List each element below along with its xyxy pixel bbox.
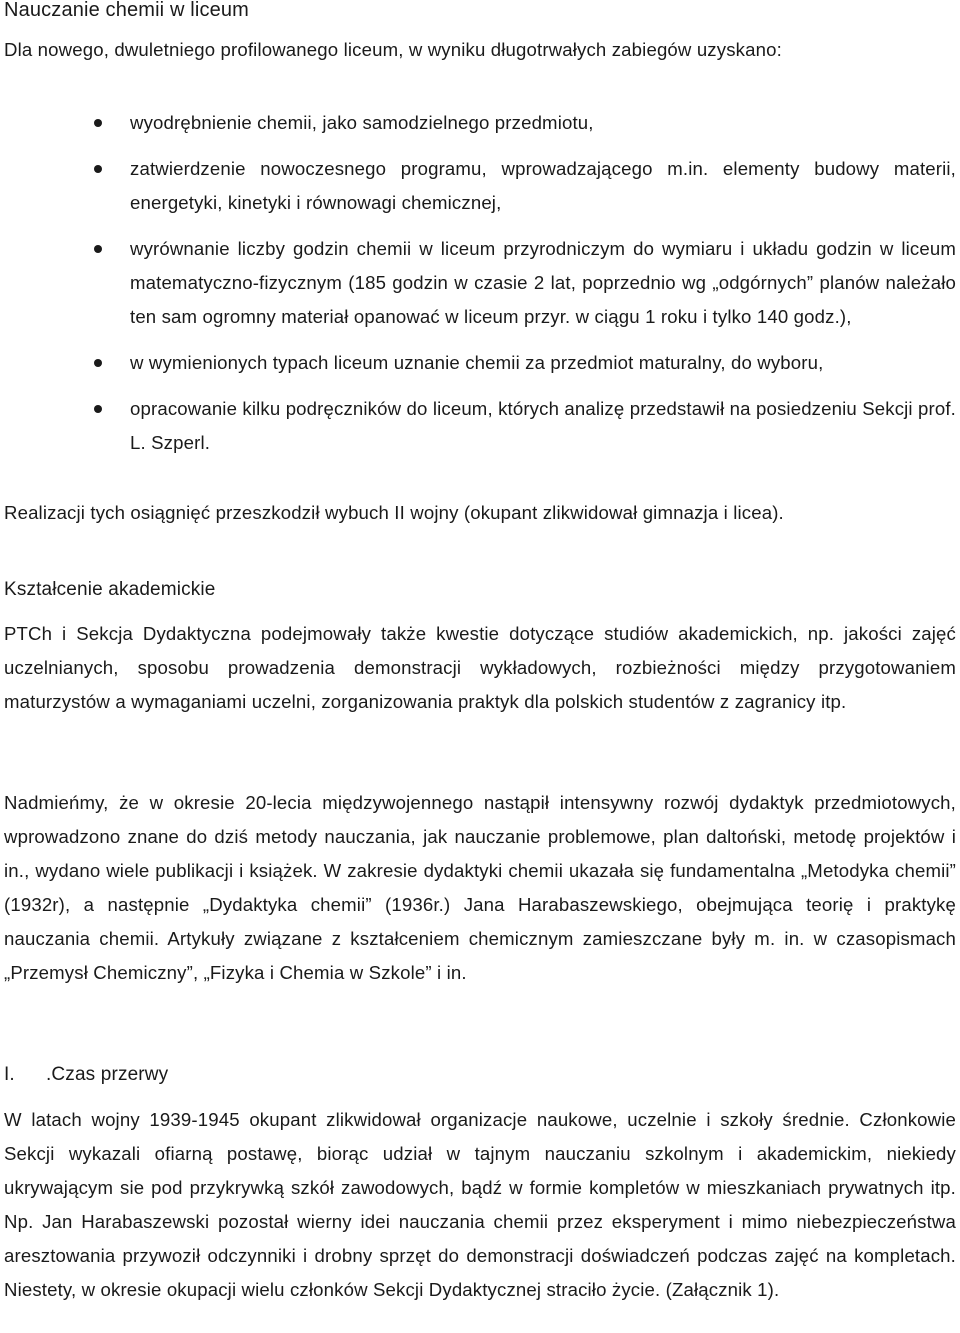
achievements-list bbox=[4, 106, 956, 460]
list-item-text: opracowanie kilku podręczników do liceum, których analizę przedstawił na posiedzeniu Sekcji prof. L. Szperl. bbox=[130, 398, 956, 453]
list-item-text: zatwierdzenie nowoczesnego programu, wprowadzającego m.in. elementy budowy materii, energetyki, kinetyki i równowagi chemicznej, bbox=[130, 158, 956, 213]
section-number: I. bbox=[4, 1064, 15, 1085]
bullet-icon bbox=[94, 245, 102, 253]
break-paragraph: W latach wojny 1939-1945 okupant zlikwidował organizacje naukowe, uczelnie i szkoły średnie. Członkowie Sekcji wykazali ofiarną postawę, biorąc udział w tajnym nauczaniu szkolnym i akademickim, niekiedy ukrywającym sie pod przykrywką szkół zawodowych, bądź w formie kompletów w mieszkaniach prywatnych itp. Np. Jan Harabaszewski pozostał wierny idei nauczania chemii przez eksperyment i mimo niebezpieczeństwa aresztowania przywoził odczynniki i drobny sprzęt do demonstracji doświadczeń podczas zajęć na kompletach. Niestety, w okresie okupacji wielu członków Sekcji Dydaktycznej straciło życie. (Załącznik 1). bbox=[4, 1109, 956, 1300]
list-item-text: w wymienionych typach liceum uznanie chemii za przedmiot maturalny, do wyboru, bbox=[130, 352, 824, 373]
list-item bbox=[4, 392, 956, 460]
war-paragraph: Realizacji tych osiągnięć przeszkodził wybuch II wojny (okupant zlikwidował gimnazja i licea). bbox=[4, 502, 784, 523]
bullet-icon bbox=[94, 359, 102, 367]
interwar-paragraph: Nadmieńmy, że w okresie 20-lecia międzywojennego nastąpił intensywny rozwój dydaktyk przedmiotowych, wprowadzono znane do dziś metody nauczania, jak nauczanie problemowe, plan daltoński, metodę projektów i in., wydano wiele publikacji i książek. W zakresie dydaktyki chemii ukazała się fundamentalna „Metodyka chemii” (1932r), a następnie „Dydaktyka chemii” (1936r.) Jana Harabaszewskiego, obejmująca teorię i praktykę nauczania chemii. Artykuły związane z kształceniem chemicznym zamieszczane były m. in. w czasopismach „Przemysł Chemiczny”, „Fizyka i Chemia w Szkole” i in. bbox=[4, 792, 956, 983]
page-title: Nauczanie chemii w liceum bbox=[4, 0, 249, 21]
list-item bbox=[4, 346, 956, 380]
list-item bbox=[4, 152, 956, 220]
section-heading-break bbox=[4, 1062, 168, 1088]
bullet-icon bbox=[94, 165, 102, 173]
list-item-text: wyrównanie liczby godzin chemii w liceum przyrodniczym do wymiaru i układu godzin w liceum matematyczno-fizycznym (185 godzin w czasie 2 lat, poprzednio wg „odgórnych” planów należało ten sam ogromny materiał opanować w liceum przyr. w ciągu 1 roku i tylko 140 godz.), bbox=[130, 238, 956, 327]
list-item-text: wyodrębnienie chemii, jako samodzielnego przedmiotu, bbox=[130, 112, 594, 133]
academic-paragraph: PTCh i Sekcja Dydaktyczna podejmowały także kwestie dotyczące studiów akademickich, np. jakości zajęć uczelnianych, sposobu prowadzenia demonstracji wykładowych, rozbieżności między przygotowaniem maturzystów a wymaganiami uczelni, zorganizowania praktyk dla polskich studentów z zagranicy itp. bbox=[4, 623, 956, 712]
bullet-icon bbox=[94, 119, 102, 127]
section-heading-academic: Kształcenie akademickie bbox=[4, 579, 216, 600]
list-item bbox=[4, 232, 956, 334]
intro-paragraph: Dla nowego, dwuletniego profilowanego liceum, w wyniku długotrwałych zabiegów uzyskano: bbox=[4, 39, 782, 60]
bullet-icon bbox=[94, 405, 102, 413]
section-label: .Czas przerwy bbox=[46, 1064, 169, 1085]
list-item bbox=[4, 106, 956, 140]
